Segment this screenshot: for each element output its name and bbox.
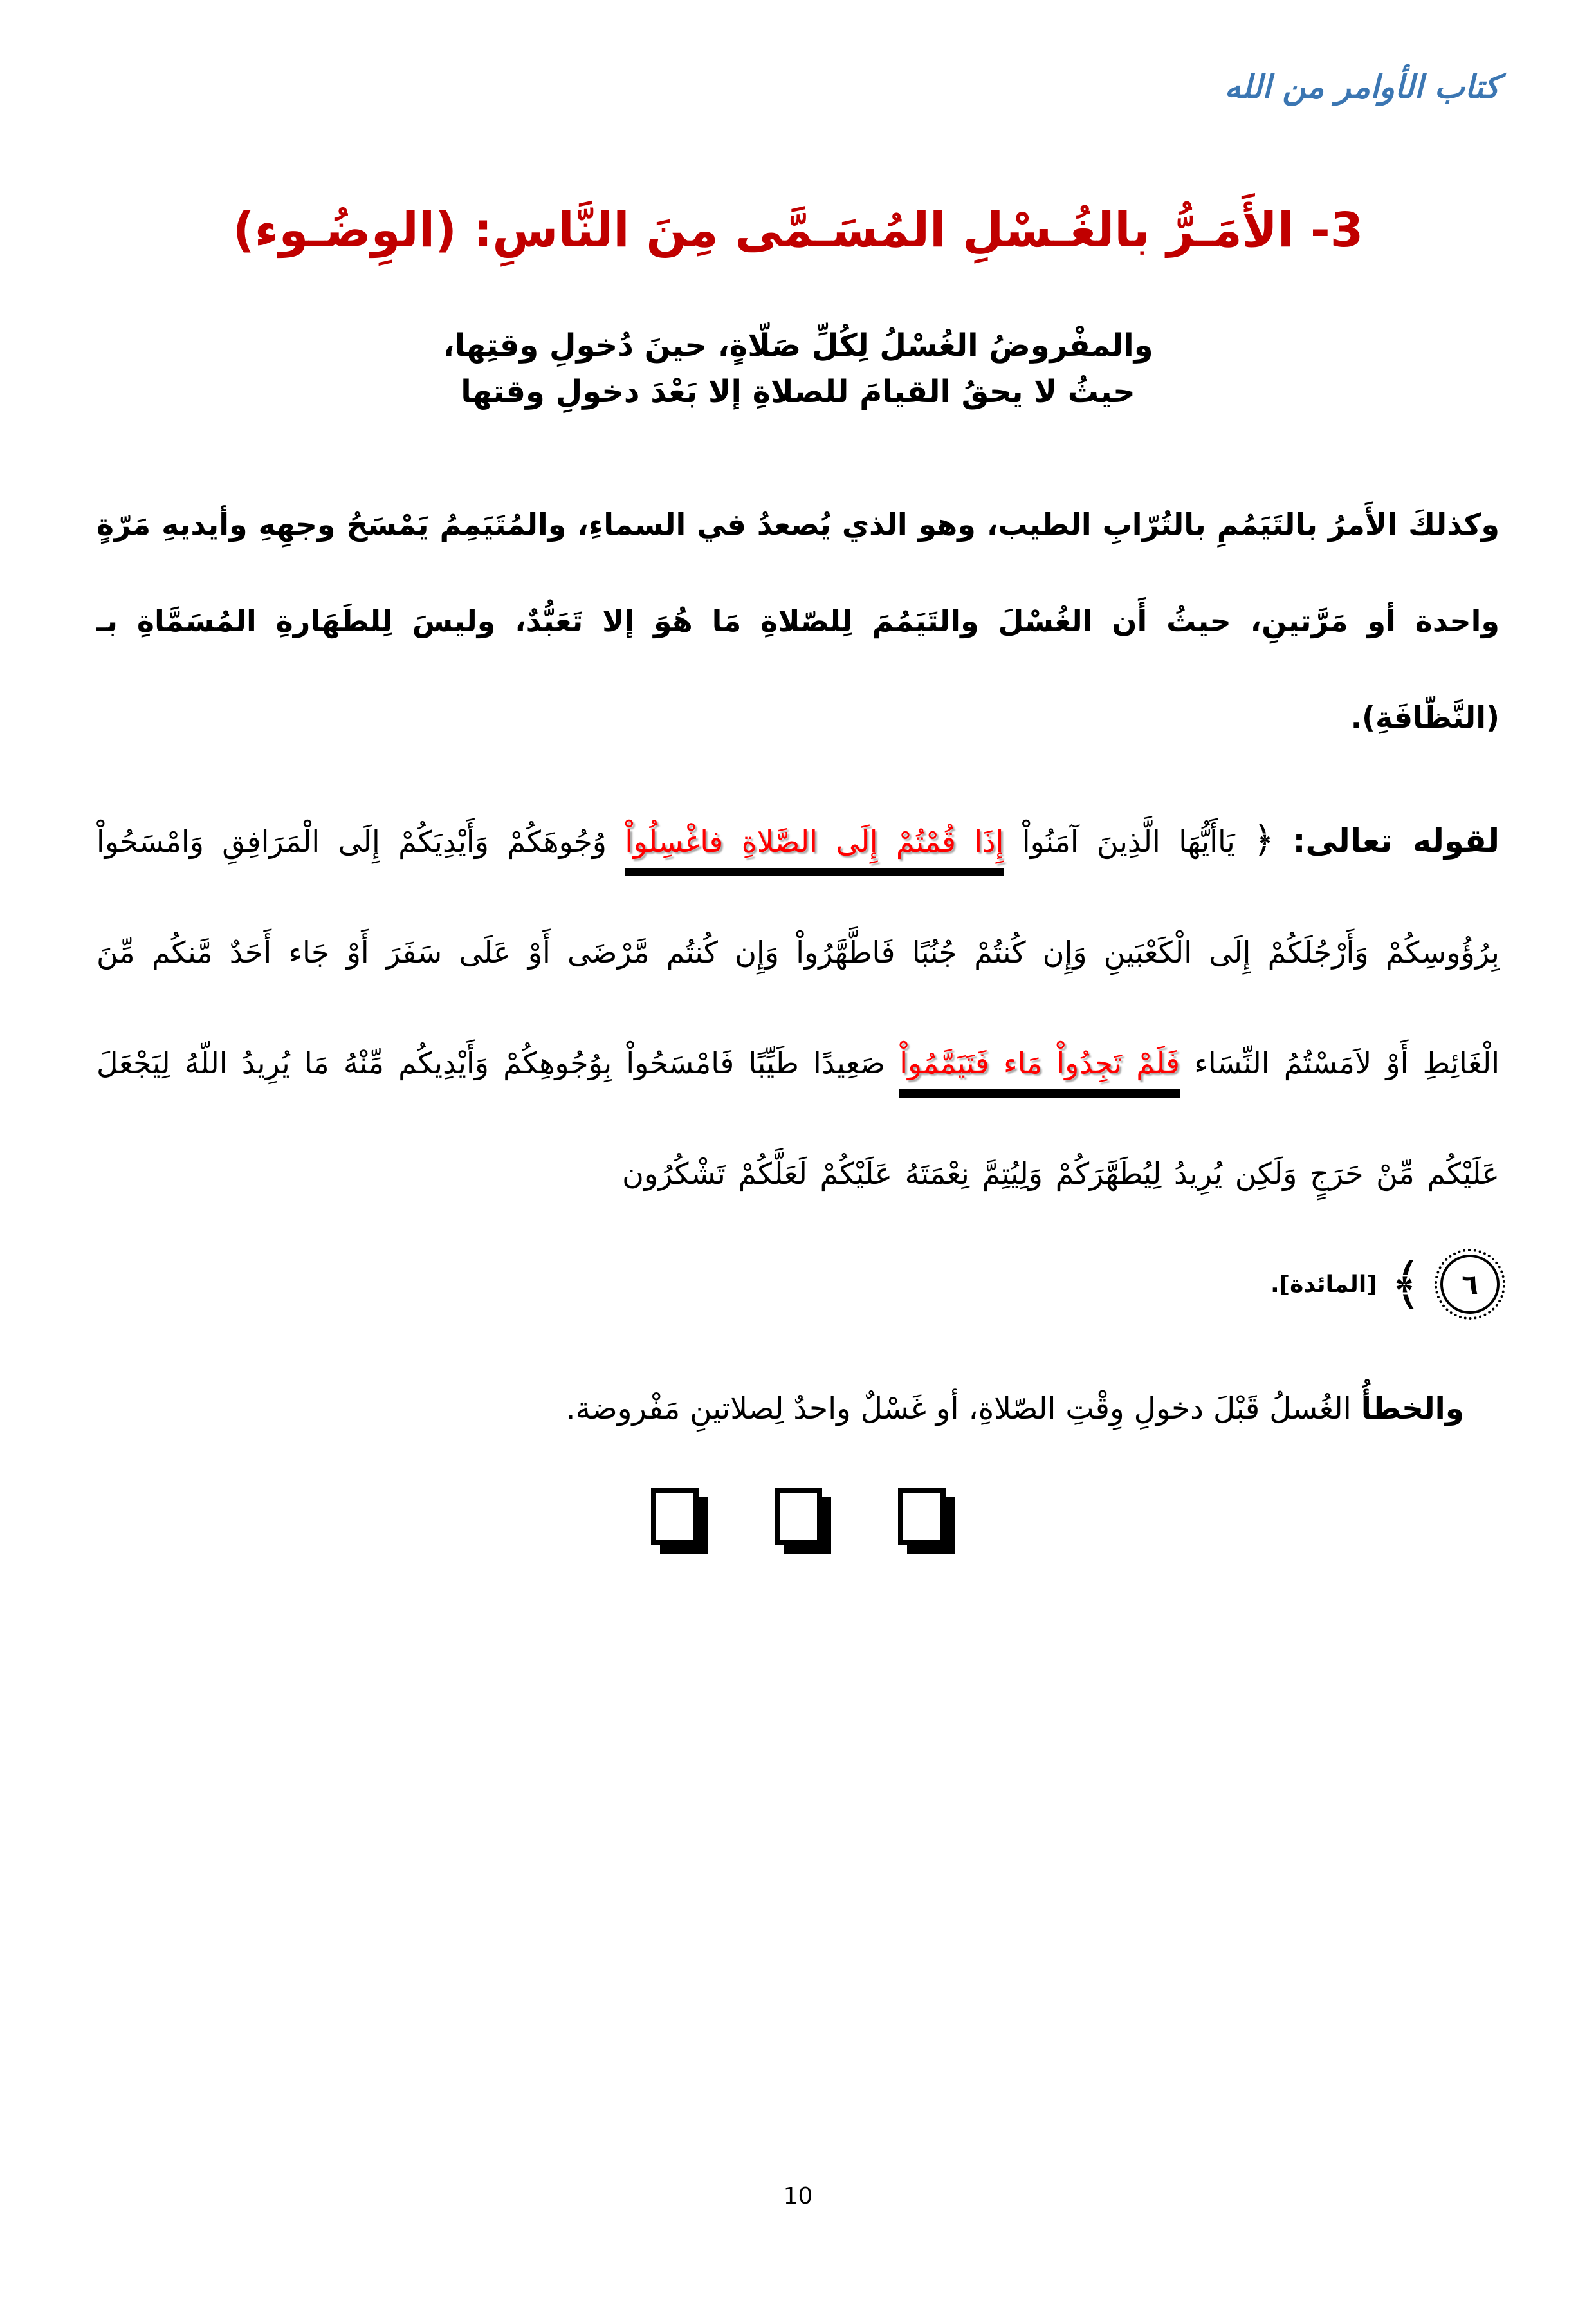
section-separator	[96, 1488, 1500, 1545]
verse-segment: وُجُوهَكُمْ وَأَيْدِيَكُمْ إِلَى الْمَرَافِقِ وَامْسَحُواْ بِرُؤُوسِكُمْ وَأَرْجُلَكُمْ إِلَى الْكَعْبَينِ وَإِن كُنتُمْ جُنُبًا فَاطَّهَّرُواْ وَإِن كُنتُم مَّرْضَى أَوْ عَلَى سَفَرَ أَوْ جَاء أَحَدٌ مَّنكُم مِّنَ الْغَائِطِ أَوْ لاَمَسْتُمُ النِّسَاء	[96, 824, 1500, 1081]
section-heading: 3- الأَمَـرُّ بالغُـسْلِ المُسَـمَّى مِنَ النَّاسِ: (الوِضُـوء)	[232, 203, 1364, 258]
page-number: 10	[783, 2183, 813, 2209]
page-content	[0, 64, 1596, 1545]
quran-close-ornament-icon: ﴾	[1390, 1252, 1422, 1317]
ayah-number-rosette-icon: ٦	[1440, 1255, 1500, 1314]
ayah-reference-row	[96, 1252, 1500, 1317]
subtitle-line-2: حيثُ لا يحقُ القيامَ للصلاةِ إلا بَعْدَ دخولِ وقتها	[461, 374, 1135, 410]
verse-lead-label: لقوله تعالى:	[1292, 822, 1500, 860]
verse-segment-highlighted: فَلَمْ تَجِدُواْ مَاء فَتَيَمَّمُواْ	[899, 1046, 1180, 1098]
body-paragraph: وكذلكَ الأَمرُ بالتَيَمُمِ بالتُرّابِ الطيب، وهو الذي يُصعدُ في السماءِ، والمُتَيَمِمُ يَمْسَحُ وجهِهِ وأيديهِ مَرّةٍ واحدة أو مَرَّتينِ، حيثُ أَن الغُسْلَ والتَيَمُمَ لِلصّلاةِ مَا هُوَ إلا تَعَبُّدٌ، وليسَ لِلطَهَارةِ المُسَمَّاةِ بـ (النَّظّافَةِ).	[96, 507, 1500, 735]
verse-segment: صَعِيدًا طَيِّبًا فَامْسَحُواْ بِوُجُوهِكُمْ وَأَيْدِيكُم مِّنْهُ مَا يُرِيدُ اللّهُ لِيَجْعَلَ عَلَيْكُم مِّنْ حَرَجٍ وَلَكِن يُرِيدُ لِيُطَهَّرَكُمْ وَلِيُتِمَّ نِعْمَتَهُ عَلَيْكُمْ لَعَلَّكُمْ تَشْكُرُون	[96, 1046, 1500, 1192]
surah-reference: [المائدة].	[1270, 1271, 1377, 1298]
verse-segment: يَاأَيُّهَا الَّذِينَ آمَنُواْ	[1004, 824, 1235, 860]
shadowed-square-icon	[651, 1488, 699, 1545]
verse-paragraph	[96, 785, 1500, 1229]
book-title-calligraphy: كتاب الأوامر من الله	[1224, 68, 1500, 106]
subtitle-block	[96, 322, 1500, 415]
quran-open-ornament-icon: ﴿	[1253, 819, 1275, 862]
closing-paragraph-rest: الغُسلُ قَبْلَ دخولِ وِقْتِ الصّلاةِ، أو غَسْلٌ واحدٌ لِصلاتينِ مَفْروضة.	[565, 1391, 1361, 1427]
verse-segment-highlighted: إِذَا قُمْتُمْ إِلَى الصَّلاةِ فاغْسِلُواْ	[625, 824, 1004, 876]
subtitle-line-1: والمفْروضُ الغُسْلُ لِكُلِّ صَلّاةٍ، حينَ دُخولِ وقتِها،	[443, 327, 1153, 364]
closing-paragraph	[96, 1385, 1500, 1433]
shadowed-square-icon	[775, 1488, 822, 1545]
book-page	[0, 64, 1596, 2322]
shadowed-square-icon	[898, 1488, 946, 1545]
closing-paragraph-lead: والخطأُ	[1361, 1391, 1464, 1427]
